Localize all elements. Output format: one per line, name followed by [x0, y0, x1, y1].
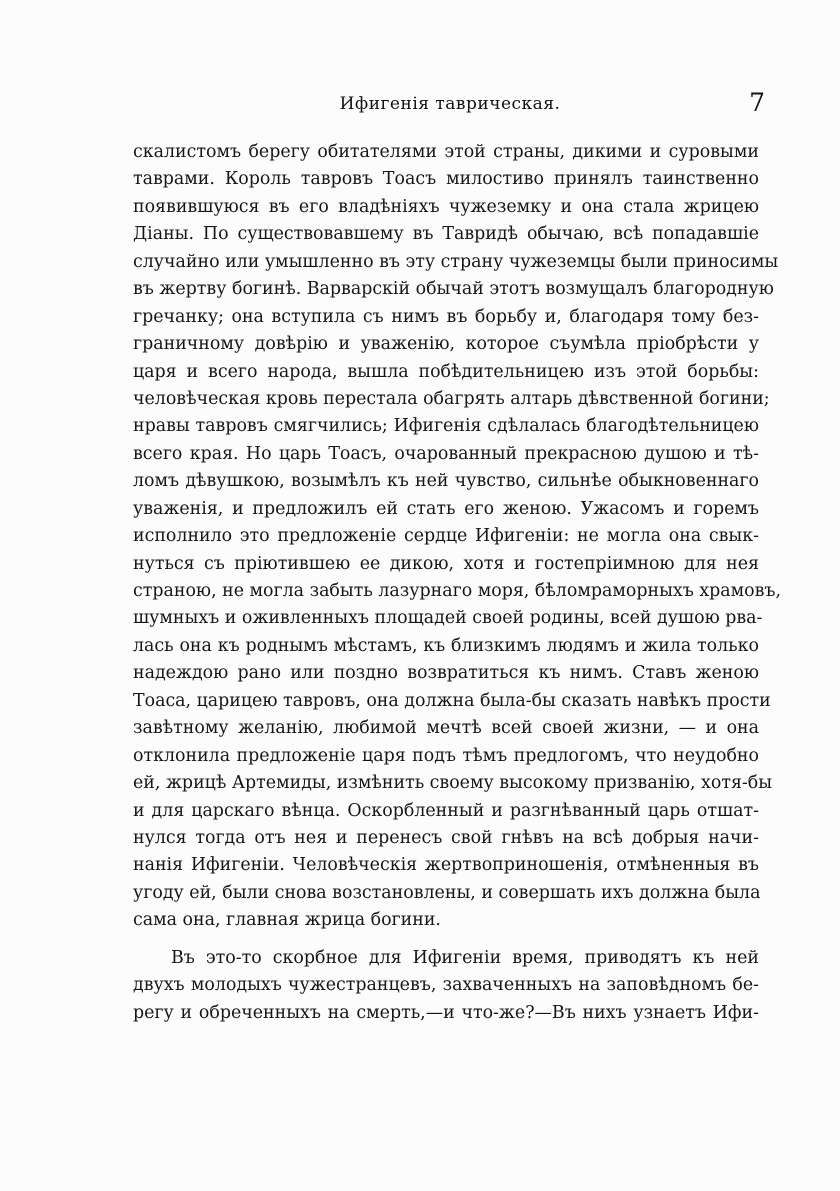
- text-line: человѣческая кровь перестала обагрять алтарь дѣвственной богини;: [133, 388, 770, 409]
- text-line: нулся тогда отъ нея и перенесъ свой гнѣвъ на всѣ добрыя начи-: [133, 827, 759, 848]
- text-line: завѣтному желанію, любимой мечтѣ всей своей жизни, — и она: [133, 718, 759, 739]
- paragraph: [133, 139, 782, 935]
- text-line: страною, не могла забыть лазурнаго моря, бѣломраморныхъ храмовъ,: [133, 581, 782, 601]
- text-line: нуться съ пріютившею ее дикою, хотя и гостепріимною для нея: [133, 553, 759, 574]
- body-text: [133, 139, 782, 1027]
- paragraph: [133, 945, 759, 1027]
- page-number: 7: [749, 88, 765, 117]
- text-line: нравы тавровъ смягчились; Ифигенія сдѣлалась благодѣтельницею: [133, 416, 759, 437]
- text-line: отклонила предложеніе царя подъ тѣмъ предлогомъ, что неудобно: [133, 745, 759, 766]
- text-line: уваженія, и предложилъ ей стать его женою. Ужасомъ и горемъ: [133, 498, 759, 519]
- text-line: царя и всего народа, вышла побѣдительницею изъ этой борьбы:: [133, 361, 759, 382]
- running-header: [135, 88, 765, 128]
- text-line: ломъ дѣвушкою, возымѣлъ къ ней чувство, сильнѣе обыкновеннаго: [133, 471, 759, 492]
- text-line: нанія Ифигеніи. Человѣческія жертвоприношенія, отмѣненныя въ: [133, 855, 759, 876]
- text-line: надеждою рано или поздно возвратиться къ нимъ. Ставъ женою: [133, 663, 759, 684]
- text-line: таврами. Король тавровъ Тоасъ милостиво принялъ таинственно: [133, 169, 759, 190]
- text-line: лась она къ роднымъ мѣстамъ, къ близкимъ людямъ и жила только: [133, 635, 759, 656]
- paragraph-gap: [133, 935, 759, 945]
- text-line: двухъ молодыхъ чужестранцевъ, захваченныхъ на заповѣдномъ бе-: [133, 975, 759, 996]
- text-line: Діаны. По существовавшему въ Тавридѣ обычаю, всѣ попадавшіе: [133, 224, 759, 245]
- text-line: сама она, главная жрица богини.: [133, 910, 441, 931]
- text-line: и для царскаго вѣнца. Оскорбленный и разгнѣванный царь отшат-: [133, 800, 759, 821]
- text-line: Въ это-то скорбное для Ифигеніи время, приводятъ къ ней: [171, 947, 759, 968]
- text-line: исполнило это предложеніе сердце Ифигеніи: не могла она свык-: [133, 526, 759, 547]
- text-line: шумныхъ и оживленныхъ площадей своей родины, всей душою рва-: [133, 608, 763, 629]
- text-line: въ жертву богинѣ. Варварскій обычай этотъ возмущалъ благородную: [133, 279, 774, 300]
- running-title: Ифигенія таврическая.: [339, 94, 561, 114]
- text-line: гречанку; она вступила съ нимъ въ борьбу и, благодаря тому без-: [133, 306, 759, 327]
- text-line: граничному довѣрію и уваженію, которое съумѣла пріобрѣсти у: [133, 334, 759, 355]
- text-line: случайно или умышленно въ эту страну чужеземцы были приносимы: [133, 251, 779, 272]
- text-line: ей, жрицѣ Артемиды, измѣнить своему высокому призванію, хотя-бы: [133, 773, 773, 794]
- text-line: Тоаса, царицею тавровъ, она должна была-бы сказать навѣкъ прости: [133, 690, 771, 711]
- text-line: угоду ей, были снова возстановлены, и совершать ихъ должна была: [133, 882, 761, 903]
- text-line: скалистомъ берегу обитателями этой страны, дикими и суровыми: [133, 142, 759, 162]
- text-line: всего края. Но царь Тоасъ, очарованный прекрасною душою и тѣ-: [133, 443, 759, 464]
- text-line: появившуюся въ его владѣніяхъ чужеземку и она стала жрицею: [133, 196, 759, 217]
- text-line: регу и обреченныхъ на смерть,—и что-же?—Въ нихъ узнаетъ Ифи-: [133, 1002, 759, 1023]
